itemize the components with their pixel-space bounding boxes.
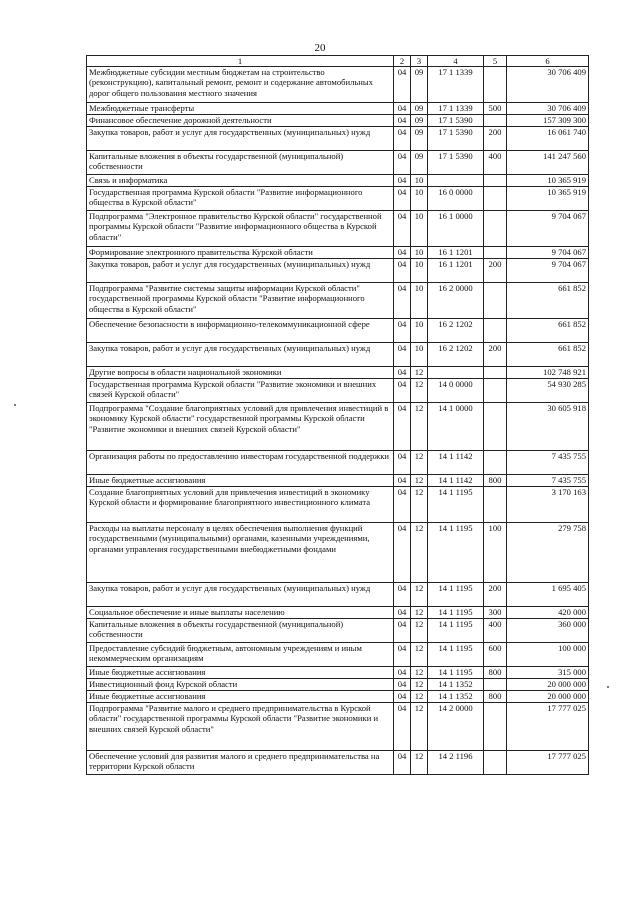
row-section-code: 04 — [394, 667, 411, 679]
row-amount: 102 748 921 — [507, 367, 589, 379]
row-subsection-code: 09 — [411, 127, 428, 151]
row-name: Предоставление субсидий бюджетным, автономным учреждениям и иным некоммерческим организациям — [87, 643, 394, 667]
row-section-code: 04 — [394, 343, 411, 367]
row-expense-type: 300 — [484, 607, 507, 619]
row-target-code: 16 0 0000 — [428, 187, 484, 211]
row-section-code: 04 — [394, 175, 411, 187]
row-subsection-code: 09 — [411, 151, 428, 175]
row-amount: 661 852 — [507, 283, 589, 319]
row-subsection-code: 10 — [411, 211, 428, 247]
row-amount: 30 706 409 — [507, 103, 589, 115]
row-section-code: 04 — [394, 451, 411, 475]
table-row — [87, 367, 589, 379]
scan-speck — [14, 404, 16, 406]
row-name: Связь и информатика — [87, 175, 394, 187]
table-row — [87, 607, 589, 619]
row-section-code: 04 — [394, 523, 411, 583]
row-expense-type — [484, 319, 507, 343]
row-target-code: 16 1 1201 — [428, 259, 484, 283]
row-amount: 30 605 918 — [507, 403, 589, 451]
row-amount: 315 000 — [507, 667, 589, 679]
table-row — [87, 283, 589, 319]
row-name: Формирование электронного правительства Курской области — [87, 247, 394, 259]
row-subsection-code: 12 — [411, 583, 428, 607]
row-expense-type: 200 — [484, 259, 507, 283]
table-row — [87, 247, 589, 259]
row-section-code: 04 — [394, 187, 411, 211]
column-header: 2 — [394, 56, 411, 67]
row-section-code: 04 — [394, 259, 411, 283]
row-name: Подпрограмма "Создание благоприятных условий для привлечения инвестиций в экономику Курской области" государственной программы Курской области "Развитие экономики и внешних связей Курской области" — [87, 403, 394, 451]
row-target-code: 16 2 1202 — [428, 319, 484, 343]
row-subsection-code: 10 — [411, 283, 428, 319]
row-expense-type: 200 — [484, 343, 507, 367]
row-amount: 9 704 067 — [507, 247, 589, 259]
row-name: Подпрограмма "Электронное правительство Курской области" государственной программы Курской области "Развитие информационного общества в Курской области" — [87, 211, 394, 247]
row-section-code: 04 — [394, 643, 411, 667]
row-name: Социальное обеспечение и иные выплаты населению — [87, 607, 394, 619]
column-header: 4 — [428, 56, 484, 67]
row-target-code: 14 1 0000 — [428, 403, 484, 451]
table-row — [87, 667, 589, 679]
row-name: Иные бюджетные ассигнования — [87, 475, 394, 487]
row-section-code: 04 — [394, 379, 411, 403]
row-target-code: 17 1 1339 — [428, 67, 484, 103]
row-target-code: 16 2 1202 — [428, 343, 484, 367]
row-subsection-code: 12 — [411, 679, 428, 691]
row-amount: 360 000 — [507, 619, 589, 643]
row-expense-type — [484, 115, 507, 127]
row-subsection-code: 12 — [411, 667, 428, 679]
row-section-code: 04 — [394, 283, 411, 319]
table-row — [87, 751, 589, 775]
row-amount: 9 704 067 — [507, 211, 589, 247]
row-subsection-code: 12 — [411, 643, 428, 667]
row-target-code: 14 1 1142 — [428, 451, 484, 475]
row-target-code: 14 1 1142 — [428, 475, 484, 487]
row-target-code: 14 1 1195 — [428, 667, 484, 679]
row-amount: 3 170 163 — [507, 487, 589, 523]
row-target-code: 16 1 0000 — [428, 211, 484, 247]
row-subsection-code: 12 — [411, 403, 428, 451]
row-amount: 661 852 — [507, 319, 589, 343]
row-name: Иные бюджетные ассигнования — [87, 667, 394, 679]
table-row — [87, 379, 589, 403]
row-section-code: 04 — [394, 403, 411, 451]
row-subsection-code: 12 — [411, 523, 428, 583]
row-amount: 30 706 409 — [507, 67, 589, 103]
row-subsection-code: 10 — [411, 343, 428, 367]
row-target-code: 16 2 0000 — [428, 283, 484, 319]
row-expense-type — [484, 403, 507, 451]
table-row — [87, 187, 589, 211]
row-amount: 10 365 919 — [507, 175, 589, 187]
row-target-code: 14 1 1195 — [428, 619, 484, 643]
row-expense-type: 200 — [484, 583, 507, 607]
row-name: Государственная программа Курской области "Развитие экономики и внешних связей Курской области" — [87, 379, 394, 403]
budget-table — [86, 55, 589, 775]
row-section-code: 04 — [394, 151, 411, 175]
table-row — [87, 103, 589, 115]
row-subsection-code: 09 — [411, 67, 428, 103]
row-amount: 7 435 755 — [507, 475, 589, 487]
row-name: Государственная программа Курской области "Развитие информационного общества в Курской области" — [87, 187, 394, 211]
row-name: Организация работы по предоставлению инвесторам государственной поддержки — [87, 451, 394, 475]
table-row — [87, 583, 589, 607]
row-section-code: 04 — [394, 751, 411, 775]
row-subsection-code: 09 — [411, 115, 428, 127]
table-row — [87, 343, 589, 367]
column-header: 5 — [484, 56, 507, 67]
table-row — [87, 67, 589, 103]
row-expense-type — [484, 283, 507, 319]
row-section-code: 04 — [394, 703, 411, 751]
table-row — [87, 151, 589, 175]
row-section-code: 04 — [394, 247, 411, 259]
row-expense-type: 100 — [484, 523, 507, 583]
row-name: Иные бюджетные ассигнования — [87, 691, 394, 703]
row-amount: 16 061 740 — [507, 127, 589, 151]
row-subsection-code: 09 — [411, 103, 428, 115]
row-subsection-code: 10 — [411, 187, 428, 211]
row-subsection-code: 12 — [411, 703, 428, 751]
row-section-code: 04 — [394, 619, 411, 643]
row-subsection-code: 12 — [411, 379, 428, 403]
row-subsection-code: 12 — [411, 475, 428, 487]
row-name: Расходы на выплаты персоналу в целях обеспечения выполнения функций государственными (муниципальными) органами, казенными учреждениями, органами управления государственными внебюджетными фондами — [87, 523, 394, 583]
table-row — [87, 115, 589, 127]
row-subsection-code: 10 — [411, 319, 428, 343]
row-amount: 20 000 000 — [507, 679, 589, 691]
row-name: Закупка товаров, работ и услуг для государственных (муниципальных) нужд — [87, 583, 394, 607]
row-amount: 279 758 — [507, 523, 589, 583]
row-expense-type — [484, 247, 507, 259]
row-name: Другие вопросы в области национальной экономики — [87, 367, 394, 379]
row-expense-type — [484, 187, 507, 211]
row-name: Инвестиционный фонд Курской области — [87, 679, 394, 691]
row-expense-type — [484, 751, 507, 775]
row-expense-type: 800 — [484, 667, 507, 679]
row-amount: 157 309 300 — [507, 115, 589, 127]
row-expense-type — [484, 451, 507, 475]
row-target-code: 14 1 1195 — [428, 643, 484, 667]
row-expense-type: 400 — [484, 619, 507, 643]
row-expense-type: 800 — [484, 691, 507, 703]
row-amount: 17 777 025 — [507, 751, 589, 775]
row-expense-type — [484, 175, 507, 187]
row-section-code: 04 — [394, 115, 411, 127]
row-target-code: 14 1 1195 — [428, 583, 484, 607]
row-name: Подпрограмма "Развитие системы защиты информации Курской области" государственной программы Курской области "Развитие информационного общества в Курской области" — [87, 283, 394, 319]
table-row — [87, 643, 589, 667]
row-target-code — [428, 367, 484, 379]
row-section-code: 04 — [394, 679, 411, 691]
row-section-code: 04 — [394, 211, 411, 247]
row-subsection-code: 12 — [411, 619, 428, 643]
row-subsection-code: 12 — [411, 751, 428, 775]
row-target-code — [428, 175, 484, 187]
row-expense-type — [484, 679, 507, 691]
row-amount: 420 000 — [507, 607, 589, 619]
row-name: Межбюджетные трансферты — [87, 103, 394, 115]
row-subsection-code: 10 — [411, 247, 428, 259]
row-name: Финансовое обеспечение дорожной деятельности — [87, 115, 394, 127]
row-target-code: 14 2 1196 — [428, 751, 484, 775]
row-amount: 10 365 919 — [507, 187, 589, 211]
table-row — [87, 679, 589, 691]
row-target-code: 17 1 5390 — [428, 151, 484, 175]
row-name: Подпрограмма "Развитие малого и среднего предпринимательства в Курской области" государственной программы Курской области "Развитие экономики и внешних связей Курской области" — [87, 703, 394, 751]
row-name: Межбюджетные субсидии местным бюджетам на строительство (реконструкцию), капитальный ремонт, ремонт и содержание автомобильных дорог общего пользования местного значения — [87, 67, 394, 103]
row-amount: 9 704 067 — [507, 259, 589, 283]
table-row — [87, 691, 589, 703]
row-name: Капитальные вложения в объекты государственной (муниципальной) собственности — [87, 151, 394, 175]
page-number: 20 — [314, 42, 326, 54]
row-expense-type: 200 — [484, 127, 507, 151]
row-subsection-code: 12 — [411, 451, 428, 475]
row-name: Закупка товаров, работ и услуг для государственных (муниципальных) нужд — [87, 259, 394, 283]
row-subsection-code: 12 — [411, 367, 428, 379]
row-section-code: 04 — [394, 319, 411, 343]
row-section-code: 04 — [394, 127, 411, 151]
column-header: 3 — [411, 56, 428, 67]
row-section-code: 04 — [394, 583, 411, 607]
row-subsection-code: 10 — [411, 259, 428, 283]
row-target-code: 14 2 0000 — [428, 703, 484, 751]
row-target-code: 17 1 5390 — [428, 127, 484, 151]
row-name: Создание благоприятных условий для привлечения инвестиций в экономику Курской области и формирование благоприятного инвестиционного климата — [87, 487, 394, 523]
table-row — [87, 619, 589, 643]
table-row — [87, 451, 589, 475]
row-expense-type — [484, 487, 507, 523]
row-target-code: 14 1 1352 — [428, 679, 484, 691]
row-amount: 20 000 000 — [507, 691, 589, 703]
row-name: Обеспечение условий для развития малого и среднего предпринимательства на территории Курской области — [87, 751, 394, 775]
table-row — [87, 487, 589, 523]
row-amount: 1 695 405 — [507, 583, 589, 607]
row-expense-type: 800 — [484, 475, 507, 487]
row-name: Обеспечение безопасности в информационно-телекоммуникационной сфере — [87, 319, 394, 343]
row-subsection-code: 12 — [411, 691, 428, 703]
row-amount: 7 435 755 — [507, 451, 589, 475]
row-target-code: 14 1 1195 — [428, 487, 484, 523]
table-row — [87, 319, 589, 343]
row-target-code: 17 1 1339 — [428, 103, 484, 115]
table-row — [87, 211, 589, 247]
scan-speck — [607, 686, 609, 688]
row-target-code: 14 1 1352 — [428, 691, 484, 703]
table-row — [87, 403, 589, 451]
row-expense-type — [484, 379, 507, 403]
row-section-code: 04 — [394, 103, 411, 115]
row-section-code: 04 — [394, 691, 411, 703]
table-header-row — [87, 56, 589, 67]
row-amount: 54 930 285 — [507, 379, 589, 403]
row-section-code: 04 — [394, 475, 411, 487]
row-target-code: 14 1 1195 — [428, 607, 484, 619]
row-name: Закупка товаров, работ и услуг для государственных (муниципальных) нужд — [87, 343, 394, 367]
row-expense-type: 400 — [484, 151, 507, 175]
row-amount: 100 000 — [507, 643, 589, 667]
row-expense-type — [484, 211, 507, 247]
table-row — [87, 127, 589, 151]
column-header: 1 — [87, 56, 394, 67]
row-target-code: 14 0 0000 — [428, 379, 484, 403]
table-row — [87, 523, 589, 583]
row-target-code: 16 1 1201 — [428, 247, 484, 259]
row-target-code: 14 1 1195 — [428, 523, 484, 583]
row-amount: 141 247 560 — [507, 151, 589, 175]
row-subsection-code: 10 — [411, 175, 428, 187]
row-expense-type — [484, 703, 507, 751]
row-amount: 661 852 — [507, 343, 589, 367]
table-row — [87, 259, 589, 283]
row-amount: 17 777 025 — [507, 703, 589, 751]
row-section-code: 04 — [394, 367, 411, 379]
column-header: 6 — [507, 56, 589, 67]
table-row — [87, 475, 589, 487]
row-expense-type: 600 — [484, 643, 507, 667]
row-section-code: 04 — [394, 607, 411, 619]
row-name: Закупка товаров, работ и услуг для государственных (муниципальных) нужд — [87, 127, 394, 151]
row-expense-type — [484, 367, 507, 379]
row-subsection-code: 12 — [411, 487, 428, 523]
table-row — [87, 175, 589, 187]
table-row — [87, 703, 589, 751]
row-subsection-code: 12 — [411, 607, 428, 619]
row-target-code: 17 1 5390 — [428, 115, 484, 127]
row-section-code: 04 — [394, 67, 411, 103]
row-section-code: 04 — [394, 487, 411, 523]
row-expense-type — [484, 67, 507, 103]
row-expense-type: 500 — [484, 103, 507, 115]
row-name: Капитальные вложения в объекты государственной (муниципальной) собственности — [87, 619, 394, 643]
